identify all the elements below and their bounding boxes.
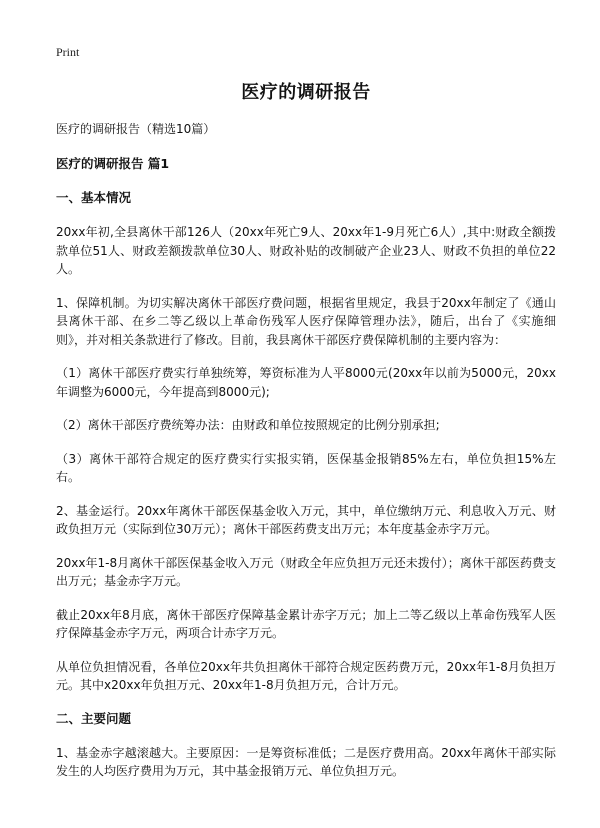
section-title: 医疗的调研报告 篇1 <box>56 156 170 171</box>
document-body <box>56 78 556 796</box>
heading-basic-situation: 一、基本情况 <box>56 190 132 205</box>
paragraph: （2）离休干部医疗费统筹办法：由财政和单位按照规定的比例分别承担; <box>56 418 440 432</box>
page-title: 医疗的调研报告 <box>241 82 371 103</box>
paragraph: 2、基金运行。20xx年离休干部医保基金收入万元，其中，单位缴纳万元、利息收入万元、财政负担万元（实际到位30万元）；离休干部医药费支出万元；本年度基金赤字万元。 <box>56 503 556 536</box>
paragraph: 从单位负担情况看，各单位20xx年共负担离休干部符合规定医药费万元，20xx年1-8月负担万元。其中x20xx年负担万元、20xx年1-8月负担万元，合计万元。 <box>56 659 556 692</box>
paragraph: 1、保障机制。为切实解决离休干部医疗费问题，根据省里规定，我县于20xx年制定了《通山县离休干部、在乡二等乙级以上革命伤残军人医疗保障管理办法》，随后，出台了《实施细则》，并对相关条款进行了修改。目前，我县离休干部医疗费保障机制的主要内容为： <box>56 295 556 347</box>
print-link[interactable]: Print <box>56 45 80 59</box>
paragraph: 1、基金赤字越滚越大。主要原因：一是筹资标准低；二是医疗费用高。20xx年离休干部实际发生的人均医疗费用为万元，其中基金报销万元、单位负担万元。 <box>56 745 556 778</box>
paragraph: （3）离休干部符合规定的医疗费实行实报实销，医保基金报销85%左右，单位负担15%左右。 <box>56 451 556 484</box>
paragraph: （1）离休干部医疗费实行单独统筹，筹资标准为人平8000元(20xx年以前为5000元，20xx年调整为6000元，今年提高到8000元); <box>56 366 556 399</box>
document-subtitle: 医疗的调研报告（精选10篇） <box>56 122 216 136</box>
paragraph: 20xx年初,全县离休干部126人（20xx年死亡9人、20xx年1-9月死亡6人）,其中:财政全额拨款单位51人、财政差额拨款单位30人、财政补贴的改制破产企业23人、财政不负担的单位22人。 <box>56 225 556 276</box>
paragraph: 截止20xx年8月底，离休干部医疗保障基金累计赤字万元；加上二等乙级以上革命伤残军人医疗保障基金赤字万元，两项合计赤字万元。 <box>56 607 556 640</box>
heading-main-problems: 二、主要问题 <box>56 710 132 726</box>
paragraph: 20xx年1-8月离休干部医保基金收入万元（财政全年应负担万元还未拨付）；离休干部医药费支出万元；基金赤字万元。 <box>56 555 556 588</box>
